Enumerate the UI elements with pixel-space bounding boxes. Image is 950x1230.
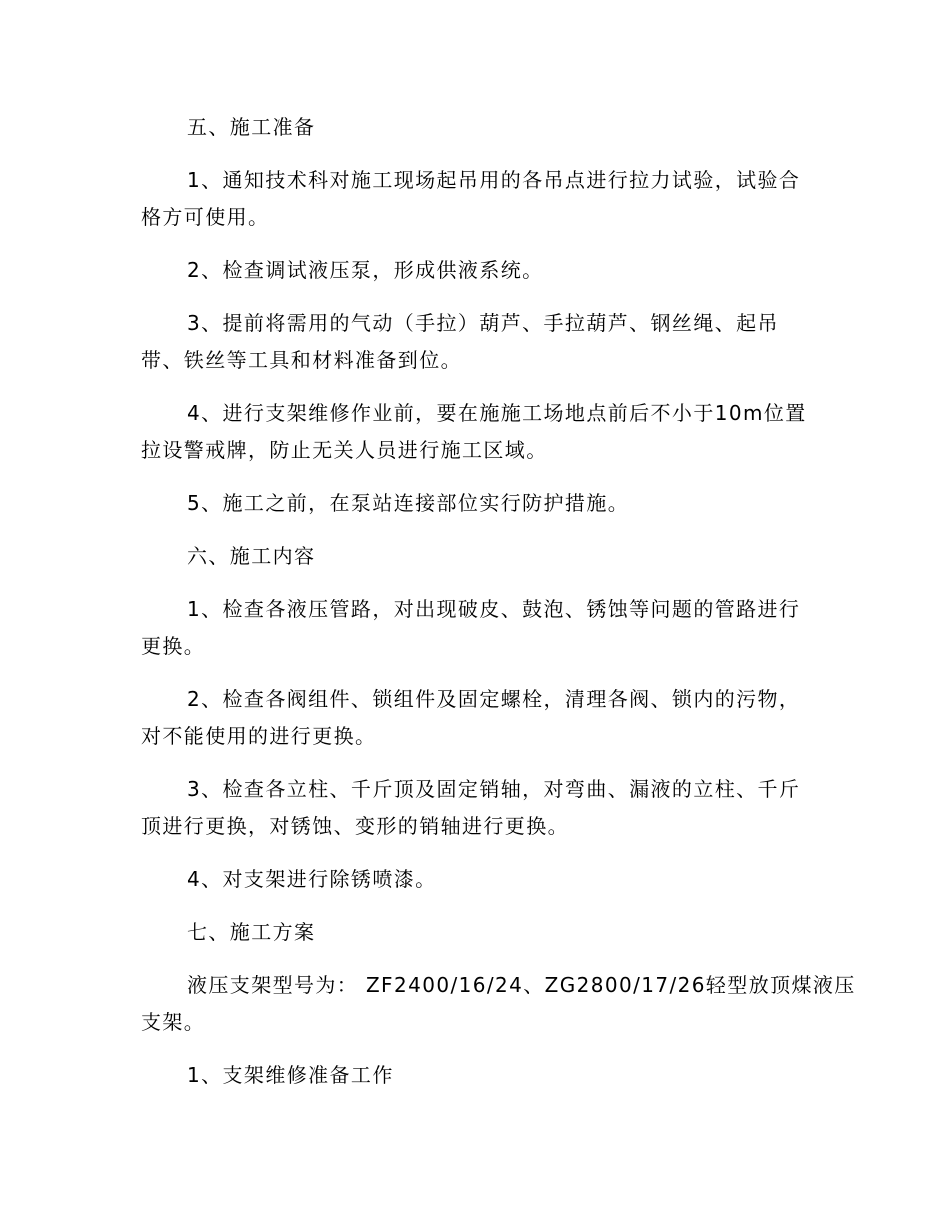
paragraph-line: 顶进行更换，对锈蚀、变形的销轴进行更换。 <box>141 814 569 838</box>
paragraph-line: 拉设警戒牌，防止无关人员进行施工区域。 <box>141 438 548 462</box>
paragraph-line: 1、检查各液压管路，对出现破皮、鼓泡、锈蚀等问题的管路进行 <box>187 597 801 621</box>
section-heading: 五、施工准备 <box>187 115 316 139</box>
paragraph-line: 液压支架型号为： ZF2400/16/24、ZG2800/17/26轻型放顶煤液压 <box>187 973 856 997</box>
paragraph-line: 1、通知技术科对施工现场起吊用的各吊点进行拉力试验，试验合 <box>187 168 801 192</box>
paragraph-line: 格方可使用。 <box>141 205 270 229</box>
paragraph-line: 对不能使用的进行更换。 <box>141 724 377 748</box>
section-heading: 六、施工内容 <box>187 544 316 568</box>
paragraph-line: 1、支架维修准备工作 <box>187 1063 394 1087</box>
section-heading: 七、施工方案 <box>187 920 316 944</box>
paragraph-line: 支架。 <box>141 1010 206 1034</box>
paragraph-line: 2、检查各阀组件、锁组件及固定螺栓，清理各阀、锁内的污物， <box>187 687 801 711</box>
paragraph-line: 带、铁丝等工具和材料准备到位。 <box>141 348 462 372</box>
paragraph-line: 3、提前将需用的气动（手拉）葫芦、手拉葫芦、钢丝绳、起吊 <box>187 311 779 335</box>
paragraph-line: 4、进行支架维修作业前，要在施施工场地点前后不小于10m位置 <box>187 401 807 425</box>
paragraph-line: 更换。 <box>141 634 206 658</box>
paragraph-line: 2、检查调试液压泵，形成供液系统。 <box>187 258 544 282</box>
paragraph-line: 5、施工之前，在泵站连接部位实行防护措施。 <box>187 491 630 515</box>
paragraph-line: 4、对支架进行除锈喷漆。 <box>187 867 437 891</box>
paragraph-line: 3、检查各立柱、千斤顶及固定销轴，对弯曲、漏液的立柱、千斤 <box>187 777 801 801</box>
